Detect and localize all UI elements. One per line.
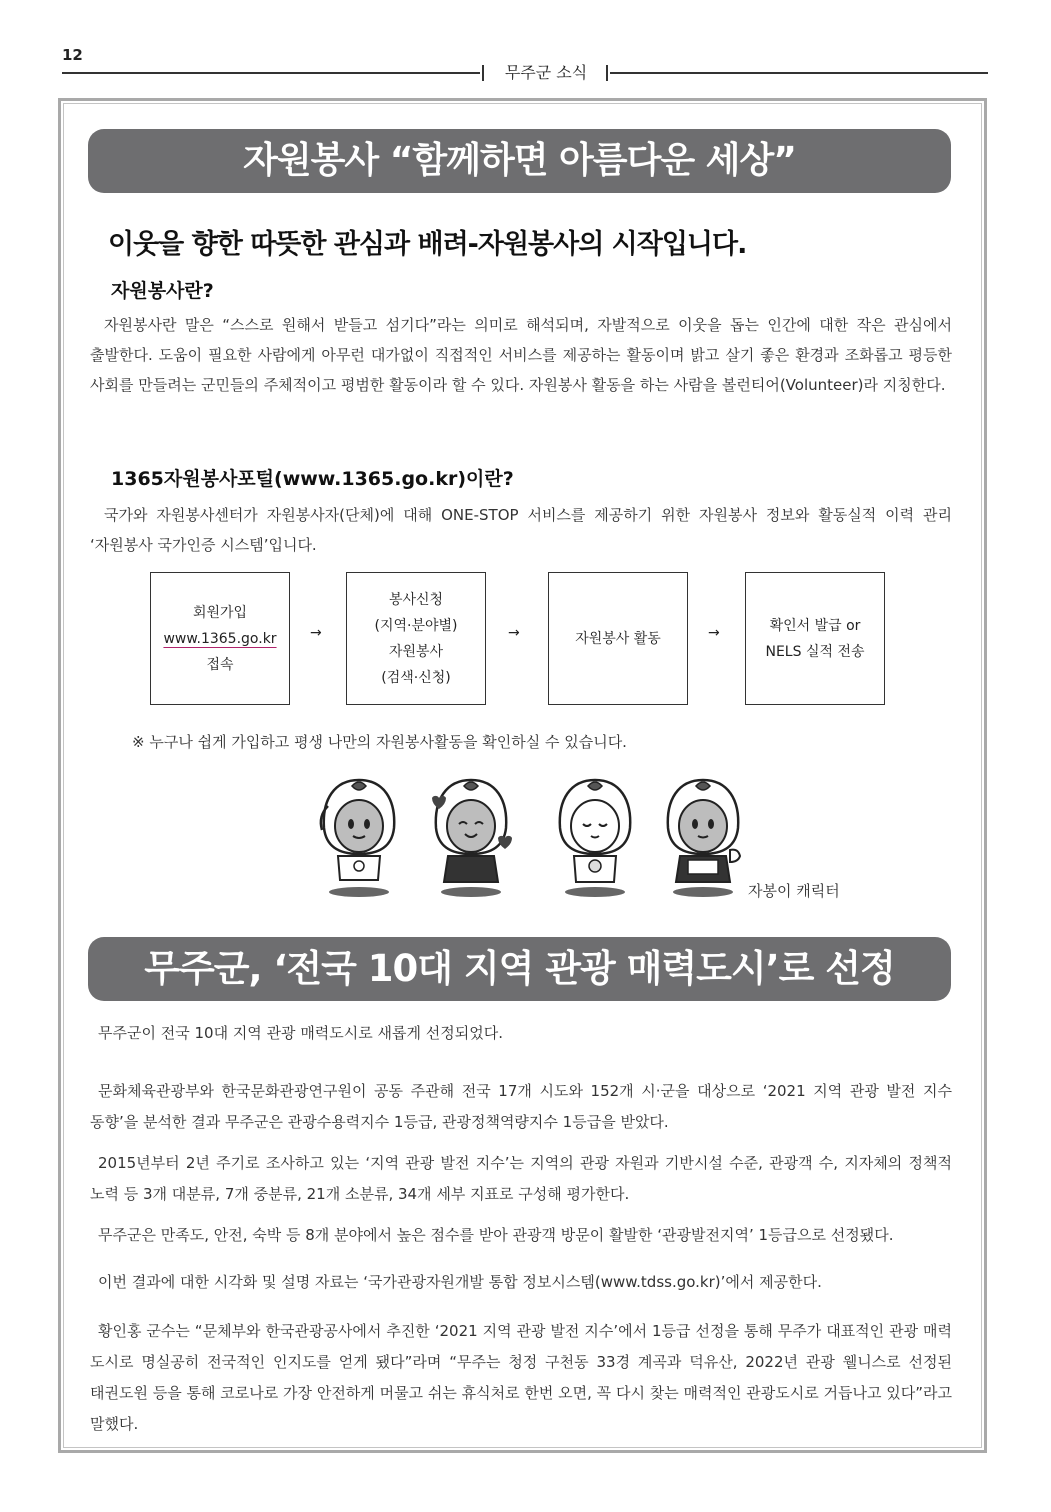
flow-step-apply <box>346 572 486 705</box>
article2-paragraph: 무주군이 전국 10대 지역 관광 매력도시로 새롭게 선정되었다. <box>98 1024 503 1042</box>
flow-step-certificate <box>745 572 885 705</box>
character-thumbs-up-illustration <box>660 776 746 900</box>
article2-paragraph: 2015년부터 2년 주기로 조사하고 있는 ‘지역 관광 발전 지수’는 지역의 관광 자원과 기반시설 수준, 관광객 수, 지자체의 정책적 노력 등 3개 대분류, 7개 중분류, 21개 소분류, 34개 세부 지표로 구성해 평가한다. <box>90 1154 952 1203</box>
section2-body: 국가와 자원봉사센터가 자원봉사자(단체)에 대해 ONE-STOP 서비스를 제공하기 위한 자원봉사 정보와 활동실적 이력 관리 ‘자원봉사 국가인증 시스템’입니다. <box>90 506 952 554</box>
article2-paragraph: 문화체육관광부와 한국문화관광연구원이 공동 주관해 전국 17개 시도와 152개 시·군을 대상으로 ‘2021 지역 관광 발전 지수 동향’을 분석한 결과 무주군은 관광수용력지수 1등급, 관광정책역량지수 1등급을 받았다. <box>90 1082 952 1131</box>
flow-step-activity <box>548 572 688 705</box>
header-section-title: 무주군 소식 <box>504 63 588 82</box>
section2-heading: 1365자원봉사포털(www.1365.go.kr)이란? <box>111 468 514 490</box>
flow-arrow-1: → <box>310 625 322 641</box>
flow-step-certificate-line1: 확인서 발급 or <box>769 617 861 634</box>
article2-banner: 무주군, ‘전국 10대 지역 관광 매력도시’로 선정 <box>88 937 951 1001</box>
note-text: ※ 누구나 쉽게 가입하고 평생 나만의 자원봉사활동을 확인하실 수 있습니다. <box>132 733 627 751</box>
portal-link[interactable]: www.1365.go.kr <box>163 630 277 647</box>
section1-body: 자원봉사란 말은 “스스로 원해서 받들고 섬기다”라는 의미로 해석되며, 자발적으로 이웃을 돕는 인간에 대한 작은 관심에서 출발한다. 도움이 필요한 사람에게 아무런 대가없이 직접적인 서비스를 제공하는 활동이며 밝고 살기 좋은 환경과 조화롭고 평등한 사회를 만들려는 군민들의 주체적이고 평범한 활동이라 할 수 있다. 자원봉사 활동을 하는 사람을 볼런티어(Volunteer)라 지칭한다. <box>90 316 952 394</box>
header-rule-left <box>62 72 480 74</box>
article2-paragraph: 황인홍 군수는 “문체부와 한국관광공사에서 추진한 ‘2021 지역 관광 발전 지수’에서 1등급 선정을 통해 무주가 대표적인 관광 매력 도시로 명실공히 전국적인 인지도를 얻게 됐다”라며 “무주는 청정 구천동 33경 계곡과 덕유산, 2022년 관광 웰니스로 선정된 태권도원 등을 통해 코로나로 가장 안전하게 머물고 쉬는 휴식처로 한번 오면, 꼭 다시 찾는 매력적인 관광도시로 거듭나고 있다”라고 말했다. <box>90 1322 952 1433</box>
flow-step-certificate-line2: NELS 실적 전송 <box>765 643 865 660</box>
flow-arrow-2: → <box>508 625 520 641</box>
article2-paragraph: 이번 결과에 대한 시각화 및 설명 자료는 ‘국가관광자원개발 통합 정보시스템(www.tdss.go.kr)’에서 제공한다. <box>98 1273 822 1291</box>
article1-banner: 자원봉사 “함께하면 아름다운 세상” <box>88 129 951 193</box>
character-caption: 자봉이 캐릭터 <box>748 882 840 900</box>
article1-subtitle: 이웃을 향한 따뜻한 관심과 배려-자원봉사의 시작입니다. <box>108 229 747 260</box>
flow-step-signup-access: 접속 <box>206 656 234 673</box>
flow-step-apply-line1: 봉사신청 <box>388 591 444 608</box>
character-heart-illustration <box>428 776 514 900</box>
flow-step-signup <box>150 572 290 705</box>
header-tick-right <box>606 65 608 81</box>
header-tick-left <box>482 65 484 81</box>
flow-step-apply-line4: (검색·신청) <box>381 669 451 686</box>
flow-step-activity-label: 자원봉사 활동 <box>575 630 661 647</box>
flow-arrow-3: → <box>708 625 720 641</box>
header-rule-right <box>610 72 988 74</box>
flow-step-apply-line3: 자원봉사 <box>388 643 444 660</box>
section1-heading: 자원봉사란? <box>111 280 214 302</box>
article2-paragraph: 무주군은 만족도, 안전, 숙박 등 8개 분야에서 높은 점수를 받아 관광객 방문이 활발한 ‘관광발전지역’ 1등급으로 선정됐다. <box>98 1226 894 1244</box>
flow-step-signup-label: 회원가입 <box>192 604 248 621</box>
page-number: 12 <box>62 46 83 64</box>
character-bowing-illustration <box>552 776 638 900</box>
character-waving-illustration <box>316 776 402 900</box>
flow-step-apply-line2: (지역·분야별) <box>374 617 458 634</box>
